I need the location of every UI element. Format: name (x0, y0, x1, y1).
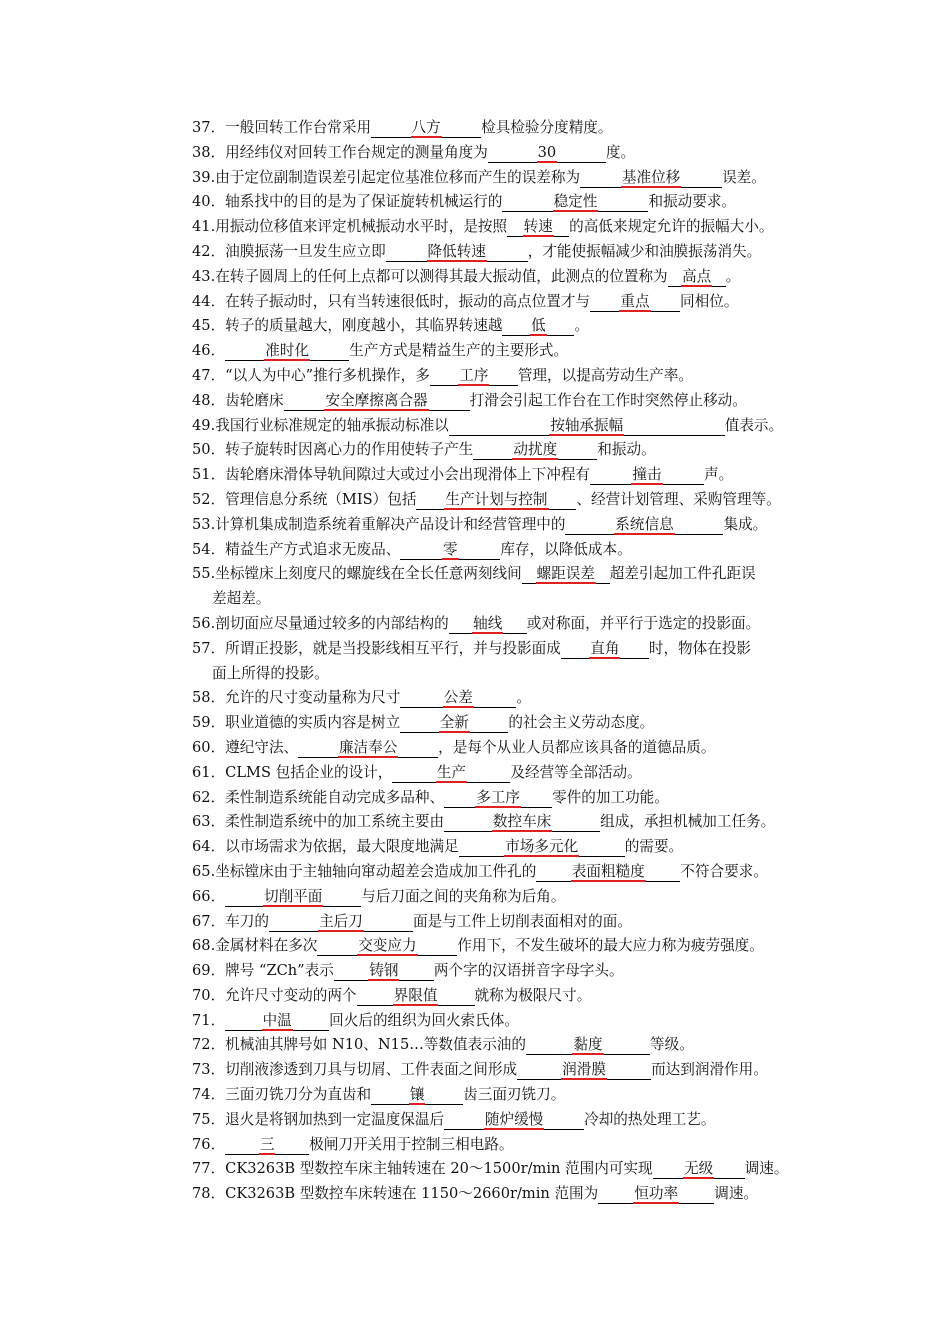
answer-blank (444, 1111, 584, 1130)
question-number: 56. (192, 614, 216, 632)
question-text-before: 柔性制造系统中的加工系统主要由 (225, 813, 445, 831)
question-line (192, 190, 828, 215)
question-line (192, 934, 828, 959)
question-number: 42． (192, 242, 226, 260)
question-text-before: 允许的尺寸变动量称为尺寸 (225, 689, 401, 707)
question-number: 43. (192, 267, 216, 285)
question-text-before: 油膜振荡一旦发生应立即 (225, 242, 386, 260)
question-number: 63． (192, 813, 226, 831)
question-text-before: 退火是将钢加热到一定温度保温后 (225, 1110, 445, 1128)
answer-blank (371, 119, 481, 138)
question-text-before: 职业道德的实质内容是树立 (225, 714, 401, 732)
question-number: 68. (192, 937, 216, 955)
question-number: 62． (192, 788, 226, 806)
question-line (192, 1083, 828, 1108)
answer-blank (459, 838, 625, 857)
question-text-before: 由于定位副制造误差引起定位基准位移而产生的误差称为 (215, 168, 581, 186)
question-line (192, 116, 828, 141)
question-continuation: 面上所得的投影。 (212, 664, 329, 682)
question-text-after: 作用下，不发生破坏的最大应力称为疲劳强度。 (457, 937, 764, 955)
answer-blank (392, 764, 510, 783)
question-line (192, 364, 828, 389)
answer-text: 黏度 (573, 1036, 603, 1054)
question-text-before: 以市场需求为依据，最大限度地满足 (225, 838, 459, 856)
question-number: 44． (192, 292, 226, 310)
answer-text: 轴线 (473, 614, 503, 632)
answer-blank (371, 1086, 463, 1105)
question-number: 60． (192, 738, 226, 756)
question-number: 41. (192, 218, 216, 236)
answer-text: 低 (531, 317, 546, 335)
answer-text: 恒功率 (634, 1185, 679, 1203)
question-number: 64． (192, 838, 226, 856)
answer-text: 市场多元化 (505, 838, 579, 856)
question-line (192, 910, 828, 935)
question-continuation: 差超差。 (212, 590, 271, 608)
answer-blank (225, 1012, 329, 1031)
answer-text: 随炉缓慢 (484, 1110, 544, 1128)
question-text-after: 两个字的汉语拼音字母字头。 (433, 962, 624, 980)
question-text-after: 面是与工件上切削表面相对的面。 (412, 912, 632, 930)
answer-blank (444, 789, 552, 808)
question-text-before: 金属材料在多次 (215, 937, 318, 955)
question-text-after: 冷却的热处理工艺。 (584, 1110, 716, 1128)
question-text-after: 的需要。 (624, 838, 684, 856)
answer-text: 生产 (436, 763, 466, 781)
question-text-before: “以人为中心”推行多机操作，多 (225, 366, 430, 384)
question-text-after: 就称为极限尺寸。 (474, 986, 592, 1004)
question-text-after: 不符合要求。 (680, 862, 768, 880)
question-text-before: 车刀的 (225, 912, 269, 930)
question-text-before: 所谓正投影，就是当投影线相互平行，并与投影面成 (225, 639, 561, 657)
question-text-before: 在转子振动时，只有当转速很低时，振动的高点位置才与 (225, 292, 591, 310)
question-text-before: 一般回转工作台常采用 (225, 119, 372, 136)
question-line (192, 860, 828, 885)
question-number: 53. (192, 515, 216, 533)
answer-text: 转速 (523, 218, 553, 236)
question-line (192, 562, 828, 587)
answer-text: 高点 (682, 267, 712, 285)
question-line (192, 761, 828, 786)
question-text-after: 而达到润滑作用。 (651, 1061, 768, 1079)
question-number: 78． (192, 1185, 226, 1203)
answer-text: 润滑膜 (562, 1061, 606, 1079)
answer-blank (507, 218, 569, 237)
question-text-after: 调速。 (714, 1185, 759, 1203)
answer-blank (598, 1185, 714, 1204)
answer-blank (386, 243, 528, 262)
answer-blank (400, 541, 500, 560)
question-number: 74． (192, 1086, 226, 1104)
answer-blank (502, 317, 574, 336)
answer-blank (400, 714, 508, 733)
answer-blank (225, 888, 361, 907)
answer-blank (416, 491, 576, 510)
question-number: 67． (192, 912, 226, 930)
answer-text: 镶 (409, 1086, 425, 1104)
question-text-after: 回火后的组织为回火索氏体。 (329, 1011, 519, 1029)
question-line (192, 1009, 828, 1034)
question-text-after: 误差。 (722, 168, 766, 186)
answer-blank (565, 516, 723, 535)
question-line (192, 984, 828, 1009)
question-text-before: 用振动位移值来评定机械振动水平时，是按照 (215, 218, 508, 236)
question-number: 49. (192, 416, 216, 434)
question-text-before: CK3263B 型数控车床主轴转速在 20～1500r/min 范围内可实现 (225, 1160, 653, 1178)
answer-blank (334, 962, 434, 981)
question-line (192, 463, 828, 488)
question-number: 65. (192, 862, 216, 880)
question-line (192, 389, 828, 414)
answer-text: 多工序 (476, 788, 520, 806)
answer-blank (668, 268, 726, 287)
answer-text: 动扰度 (513, 441, 558, 459)
question-number: 54． (192, 540, 226, 558)
question-text-after: 同相位。 (680, 292, 739, 310)
question-text-after: 的社会主义劳动态度。 (508, 714, 655, 732)
question-line (192, 786, 828, 811)
answer-text: 降低转速 (427, 242, 486, 260)
question-text-after: 和振动。 (597, 441, 656, 459)
question-text-before: CLMS 包括企业的设计， (225, 763, 393, 781)
question-text-before: 转子的质量越大，刚度越小，其临界转速越 (225, 317, 503, 335)
question-line (192, 711, 828, 736)
question-line (192, 513, 828, 538)
answer-blank (488, 144, 606, 163)
question-number: 77． (192, 1160, 226, 1178)
answer-blank (225, 1136, 309, 1155)
question-text-after: 生产方式是精益生产的主要形式。 (349, 342, 569, 360)
question-text-after: ，才能使振幅减少和油膜振荡消失。 (527, 242, 762, 260)
question-text-before: 牌号 “ZCh”表示 (225, 962, 334, 980)
question-line (192, 265, 828, 290)
question-number: 40． (192, 193, 226, 211)
question-text-after: 值表示。 (724, 416, 784, 434)
answer-text: 表面粗糙度 (571, 862, 645, 880)
question-text-after: 集成。 (723, 515, 768, 533)
question-text-before: 精益生产方式追求无废品、 (225, 540, 401, 558)
question-text-after: 组成，承担机械加工任务。 (600, 813, 776, 831)
answer-blank (444, 813, 600, 832)
question-text-after: 齿三面刃铣刀。 (463, 1086, 566, 1104)
question-line (192, 166, 828, 191)
question-line (192, 290, 828, 315)
answer-text: 撞击 (632, 466, 662, 484)
answer-blank (225, 342, 349, 361)
question-line (192, 314, 828, 339)
question-line (192, 959, 828, 984)
question-line (192, 637, 828, 662)
question-line (192, 215, 828, 240)
question-text-before: 切削液渗透到刀具与切屑、工件表面之间形成 (225, 1061, 518, 1079)
answer-text: 公差 (443, 689, 473, 707)
question-text-after: 零件的加工功能。 (552, 788, 669, 806)
question-text-before: 用经纬仪对回转工作台规定的测量角度为 (225, 143, 488, 161)
answer-text: 生产计划与控制 (445, 490, 548, 508)
answer-text: 八方 (411, 119, 441, 136)
question-number: 73． (192, 1061, 226, 1079)
question-text-after: 极闸刀开关用于控制三相电路。 (309, 1135, 514, 1153)
question-text-after: ，是每个从业人员都应该具备的道德品质。 (438, 738, 716, 756)
question-text-before: 允许尺寸变动的两个 (225, 986, 357, 1004)
question-text-after: 时，物体在投影 (648, 639, 752, 657)
question-line (192, 1058, 828, 1083)
answer-text: 交变应力 (358, 937, 417, 955)
answer-text: 全新 (439, 714, 469, 732)
answer-blank (284, 392, 470, 411)
question-line (192, 488, 828, 513)
question-line (192, 810, 828, 835)
question-line (192, 1133, 828, 1158)
question-line (192, 1182, 828, 1207)
question-text-after: 和振动要求。 (648, 193, 737, 211)
question-line (192, 835, 828, 860)
answer-blank (298, 739, 438, 758)
question-number: 55. (192, 565, 216, 583)
question-line (192, 612, 828, 637)
question-text-after: 超差引起加工件孔距误 (609, 565, 756, 583)
question-number: 66． (192, 887, 226, 905)
question-text-after: 与后刀面之间的夹角称为后角。 (361, 887, 566, 905)
question-line (192, 885, 828, 910)
answer-blank (536, 863, 680, 882)
answer-text: 三 (259, 1135, 275, 1153)
question-number: 72． (192, 1036, 226, 1054)
answer-blank (561, 640, 649, 659)
answer-blank (502, 193, 648, 212)
question-text-after: 声。 (704, 466, 734, 484)
question-line (192, 538, 828, 563)
answer-text: 安全摩擦离合器 (325, 391, 428, 409)
answer-text: 铸钢 (369, 962, 399, 980)
answer-text: 工序 (459, 366, 489, 384)
question-number: 51． (192, 466, 226, 484)
answer-text: 直角 (590, 639, 620, 657)
question-text-before: CK3263B 型数控车床转速在 1150～2660r/min 范围为 (225, 1185, 599, 1203)
question-text-before: 齿轮磨床滑体导轨间隙过大或过小会出现滑体上下冲程有 (225, 466, 591, 484)
question-number: 52． (192, 490, 226, 508)
question-number: 76． (192, 1135, 226, 1153)
question-text-after: 的高低来规定允许的振幅大小。 (569, 218, 774, 236)
question-text-after: 。 (574, 317, 590, 335)
answer-blank (269, 913, 413, 932)
answer-blank (430, 367, 518, 386)
question-number: 45． (192, 317, 226, 335)
question-number: 59． (192, 714, 226, 732)
question-text-before: 遵纪守法、 (225, 738, 299, 756)
question-text-after: 库存，以降低成本。 (500, 540, 632, 558)
question-number: 38． (192, 143, 226, 161)
question-text-before: 剖切面应尽量通过较多的内部结构的 (215, 614, 449, 632)
question-text-before: 坐标镗床上刻度尺的螺旋线在全长任意两刻线间 (215, 565, 522, 583)
answer-blank (526, 1036, 650, 1055)
question-text-before: 齿轮磨床 (225, 391, 284, 409)
answer-text: 主后刀 (319, 912, 363, 930)
question-text-after: 及经营等全部活动。 (510, 763, 642, 781)
question-line (192, 141, 828, 166)
question-text-after: 管理，以提高劳动生产率。 (517, 366, 693, 384)
answer-text: 基准位移 (621, 168, 681, 186)
answer-text: 界限值 (393, 986, 438, 1004)
answer-text: 螺距误差 (536, 565, 595, 583)
question-text-after: 、经营计划管理、采购管理等。 (576, 490, 781, 508)
answer-text: 按轴承振幅 (550, 416, 624, 434)
answer-blank (449, 615, 527, 634)
question-text-after: 度。 (605, 143, 636, 161)
answer-blank (517, 1061, 651, 1080)
question-number: 69． (192, 962, 226, 980)
question-text-before: 轴系找中的目的是为了保证旋转机械运行的 (225, 193, 503, 211)
answer-text: 30 (537, 143, 557, 161)
question-number: 48． (192, 391, 226, 409)
question-text-after: 调速。 (744, 1160, 789, 1178)
question-number: 61． (192, 763, 226, 781)
answer-blank (653, 1160, 745, 1179)
question-number: 37． (192, 119, 226, 136)
answer-blank (580, 169, 722, 188)
question-line (192, 736, 828, 761)
question-text-before: 机械油其牌号如 N10、N15…等数值表示油的 (225, 1036, 526, 1054)
answer-blank (317, 937, 457, 956)
answer-text: 切削平面 (263, 887, 323, 905)
question-text-before: 管理信息分系统（MIS）包括 (225, 490, 417, 508)
question-line (192, 1108, 828, 1133)
answer-text: 无级 (684, 1160, 714, 1178)
question-number: 75． (192, 1110, 226, 1128)
question-text-before: 在转子圆周上的任何上点都可以测得其最大振动值，此测点的位置称为 (215, 267, 668, 285)
question-text-before: 计算机集成制造系统着重解决产品设计和经营管理中的 (215, 515, 566, 533)
answer-text: 重点 (620, 292, 650, 310)
answer-blank (473, 441, 597, 460)
question-line (192, 240, 828, 265)
answer-blank (357, 987, 475, 1006)
answer-text: 零 (443, 540, 458, 558)
question-text-before: 三面刃铣刀分为直齿和 (225, 1086, 372, 1104)
question-number: 39. (192, 168, 216, 186)
question-number: 71． (192, 1011, 226, 1029)
question-text-before: 坐标镗床由于主轴轴向窜动超差会造成加工件孔的 (215, 862, 537, 880)
question-text-after: 或对称面，并平行于选定的投影面。 (526, 614, 761, 632)
question-line (192, 339, 828, 364)
question-number: 58． (192, 689, 226, 707)
question-text-before: 我国行业标准规定的轴承振动标准以 (215, 416, 449, 434)
question-number: 46． (192, 342, 226, 360)
answer-text: 廉洁奉公 (338, 738, 398, 756)
question-line (192, 414, 828, 439)
question-list (192, 116, 828, 1207)
question-text-before: 转子旋转时因离心力的作用使转子产生 (225, 441, 474, 459)
answer-blank (590, 466, 704, 485)
question-number: 50． (192, 441, 226, 459)
question-text-after: 检具检验分度精度。 (481, 119, 613, 136)
answer-text: 系统信息 (615, 515, 674, 533)
question-line (192, 1157, 828, 1182)
question-line (192, 1033, 828, 1058)
answer-blank (590, 293, 680, 312)
question-text-after: 等级。 (650, 1036, 694, 1054)
question-text-after: 。 (725, 267, 741, 285)
answer-blank (449, 417, 725, 436)
answer-text: 准时化 (265, 342, 310, 360)
answer-text: 中温 (262, 1011, 292, 1029)
question-text-before: 柔性制造系统能自动完成多品种、 (225, 788, 445, 806)
answer-text: 数控车床 (492, 813, 552, 831)
question-number: 57． (192, 639, 226, 657)
question-line (192, 438, 828, 463)
question-number: 70． (192, 986, 226, 1004)
answer-text: 稳定性 (553, 193, 598, 211)
answer-blank (522, 565, 610, 584)
question-text-after: 打滑会引起工作台在工作时突然停止移动。 (469, 391, 747, 409)
question-number: 47． (192, 366, 226, 384)
question-text-after: 。 (516, 689, 531, 707)
question-line (192, 686, 828, 711)
answer-blank (400, 689, 516, 708)
